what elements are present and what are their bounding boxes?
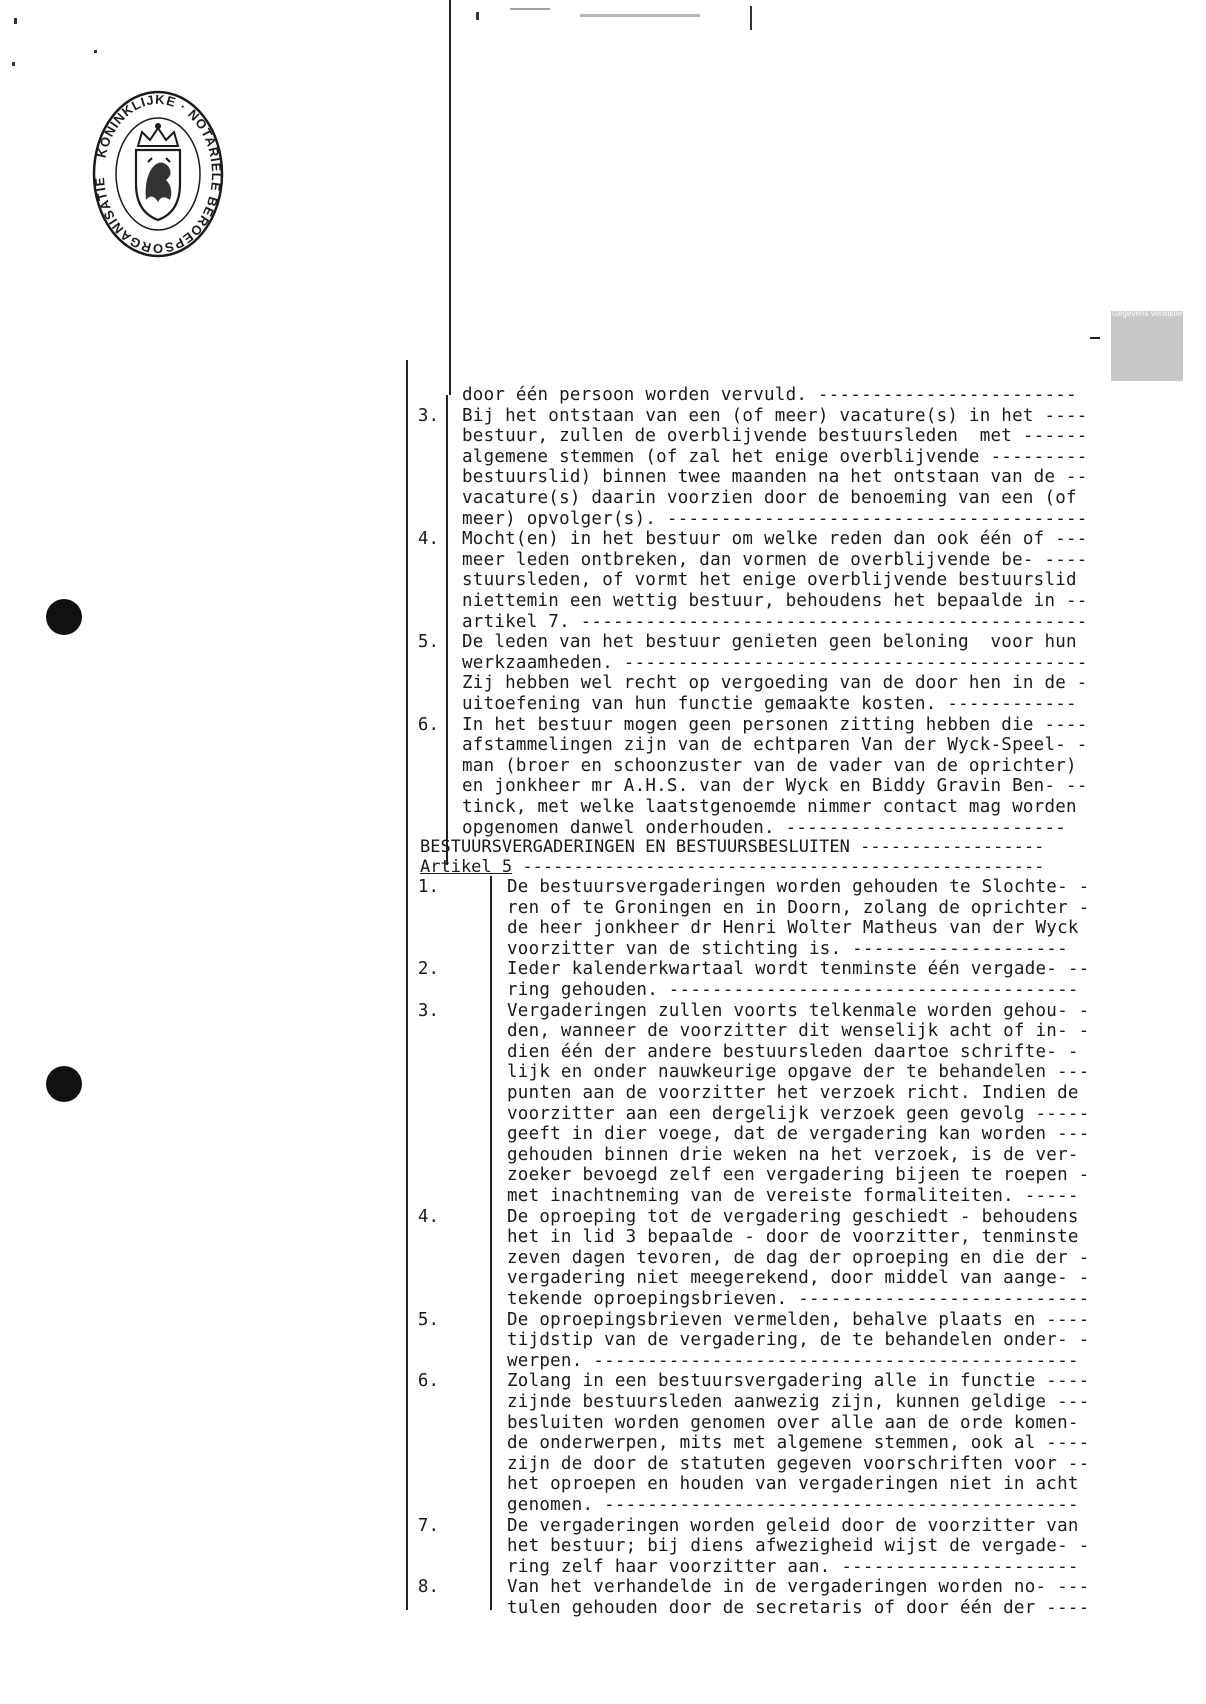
body-text-line: Zij hebben wel recht op vergoeding van de door hen in de - [462,673,1088,694]
body-text-line: algemene stemmen (of zal het enige overblijvende --------- [462,446,1088,467]
paragraph-number: 6. [417,714,439,735]
margin-rule-section2 [490,876,492,1610]
body-text-line: In het bestuur mogen geen personen zitting hebben die ---- [462,714,1088,735]
body-text-line: Zolang in een bestuursvergadering alle in functie ---- [507,1371,1090,1392]
section-heading: BESTUURSVERGADERINGEN EN BESTUURSBESLUITEN ------------------ [420,837,1045,857]
body-text-line: uitoefening van hun functie gemaakte kosten. ------------ [462,694,1077,714]
body-text-line: den, wanneer de voorzitter dit wenselijk acht of in- - [507,1021,1090,1042]
body-text-line: De bestuursvergaderingen worden gehouden te Slochte- - [507,877,1090,897]
paragraph-number: 5. [417,632,439,653]
scan-speck [12,62,15,66]
body-text-line: De leden van het bestuur genieten geen beloning voor hun [462,632,1077,653]
body-text-line: opgenomen danwel onderhouden. -------------------------- [462,817,1067,838]
body-text-line: stuursleden, of vormt het enige overblijvende bestuurslid [462,570,1077,591]
body-text-line: voorzitter aan een dergelijk verzoek geen gevolg ----- [507,1103,1090,1124]
body-text-line: zijn de door de statuten gegeven voorschriften voor -- [507,1453,1090,1474]
body-text-line: met inachtneming van de vereiste formaliteiten. ----- [507,1186,1079,1206]
redaction-dash [1090,337,1100,339]
punch-hole [46,1066,82,1102]
body-text-line: meer leden ontbreken, dan vormen de overblijvende be- ---- [462,549,1088,570]
margin-rule-section1 [446,395,448,865]
paragraph-number: 5. [417,1309,439,1330]
body-text-line: meer) opvolger(s). --------------------------------------- [462,508,1088,529]
article-title-dashes: --------------------------------------------------- [512,857,1045,877]
body-text-line: man (broer en schoonzuster van de vader van de oprichter) [462,755,1077,776]
paragraph-number: 4. [417,1206,439,1227]
redaction-label: Gegevens verwijder [1112,309,1183,318]
scan-speck [476,12,479,20]
body-text-line: het in lid 3 bepaalde - door de voorzitter, tenminste [507,1227,1079,1248]
body-text-line: voorzitter van de stichting is. -------------------- [507,938,1068,959]
margin-rule-upper [449,0,451,395]
body-text-line: ring zelf haar voorzitter aan. ---------------------- [507,1556,1079,1577]
body-text-line: ring gehouden. -------------------------------------- [507,980,1079,1000]
paragraph-number: 3. [417,1000,439,1021]
body-text-line: en jonkheer mr A.H.S. van der Wyck en Biddy Gravin Ben- -- [462,776,1088,797]
body-text-line: niettemin een wettig bestuur, behoudens het bepaalde in -- [462,591,1088,611]
body-text-line: zeven dagen tevoren, de dag der oproeping en die der - [507,1247,1090,1268]
paragraph-number: 3. [417,405,439,426]
body-text-line: zijnde bestuursleden aanwezig zijn, kunnen geldige --- [507,1392,1090,1412]
body-text-line: Bij het ontstaan van een (of meer) vacature(s) in het ---- [462,405,1088,426]
scan-speck [750,6,752,30]
body-text-line: ren of te Groningen en in Doorn, zolang de oprichter - [507,897,1090,918]
body-text-line: de onderwerpen, mits met algemene stemmen, ook al ---- [507,1433,1090,1454]
paragraph-number: 6. [417,1371,439,1392]
body-text-line: tijdstip van de vergadering, de te behandelen onder- - [507,1330,1090,1351]
redaction-box [1111,311,1183,381]
body-text-line: geeft in dier voege, dat de vergadering kan worden --- [507,1124,1090,1145]
body-text-line: De vergaderingen worden geleid door de voorzitter van [507,1515,1079,1536]
body-text-line: besluiten worden genomen over alle aan de orde komen- [507,1412,1079,1433]
body-text-line: de heer jonkheer dr Henri Wolter Matheus van der Wyck [507,918,1079,939]
body-text-line: Van het verhandelde in de vergaderingen worden no- --- [507,1577,1090,1598]
body-text-line: tulen gehouden door de secretaris of door één der ---- [507,1598,1090,1618]
body-text-line: Vergaderingen zullen voorts telkenmale worden gehou- - [507,1000,1090,1021]
paragraph-number: 7. [417,1515,439,1536]
body-text-line: vergadering niet meegerekend, door middel van aange- - [507,1268,1090,1289]
punch-hole [46,599,82,635]
paragraph-number: 1. [417,877,439,897]
body-text-line: De oproeping tot de vergadering geschiedt - behoudens [507,1206,1079,1227]
notary-seal [90,88,226,260]
body-text-line: dien één der andere bestuursleden daartoe schrifte- - [507,1041,1079,1062]
body-text-line: Mocht(en) in het bestuur om welke reden dan ook één of --- [462,529,1088,550]
paragraph-number: 8. [417,1577,439,1598]
body-text-line: het bestuur; bij diens afwezigheid wijst de vergade- - [507,1536,1090,1557]
scan-speck [94,50,97,53]
body-text-line: tinck, met welke laatstgenoemde nimmer contact mag worden [462,797,1077,817]
body-text-line: werpen. --------------------------------------------- [507,1350,1079,1371]
body-text-line: zoeker bevoegd zelf een vergadering bijeen te roepen - [507,1165,1090,1186]
article-title: Artikel 5 [420,857,513,877]
scan-speck [580,14,700,17]
body-text-line: gehouden binnen drie weken na het verzoek, is de ver- [507,1144,1079,1165]
body-text-line: genomen. -------------------------------------------- [507,1495,1079,1515]
paragraph-number: 2. [417,959,439,980]
body-text-line: het oproepen en houden van vergaderingen niet in acht [507,1474,1079,1495]
body-text-line: werkzaamheden. ------------------------------------------- [462,652,1088,673]
body-text-line: bestuurslid) binnen twee maanden na het ontstaan van de -- [462,467,1088,488]
body-text-line: tekende oproepingsbrieven. --------------------------- [507,1289,1090,1309]
body-text-line: artikel 7. ----------------------------------------------- [462,611,1088,632]
article-title-line [420,857,1044,877]
seal-emblem-icon [90,88,226,260]
body-text-line: bestuur, zullen de overblijvende bestuursleden met ------ [462,426,1088,447]
scan-speck [510,8,550,10]
body-text-line: afstammelingen zijn van de echtparen Van der Wyck-Speel- - [462,735,1088,756]
body-text-line: De oproepingsbrieven vermelden, behalve plaats en ---- [507,1309,1090,1330]
seal-text: KONINKLIJKE · NOTARIËLE BEROEPSORGANISATIE [91,91,225,257]
body-text-line: Ieder kalenderkwartaal wordt tenminste één vergade- -- [507,959,1090,980]
body-text-line: vacature(s) daarin voorzien door de benoeming van een (of [462,488,1077,508]
body-text-line: lijk en onder nauwkeurige opgave der te behandelen --- [507,1062,1090,1083]
body-text-line: door één persoon worden vervuld. ------------------------ [462,385,1077,405]
scan-speck [14,18,17,24]
paragraph-number: 4. [417,529,439,550]
body-text-line: punten aan de voorzitter het verzoek richt. Indien de [507,1083,1079,1103]
